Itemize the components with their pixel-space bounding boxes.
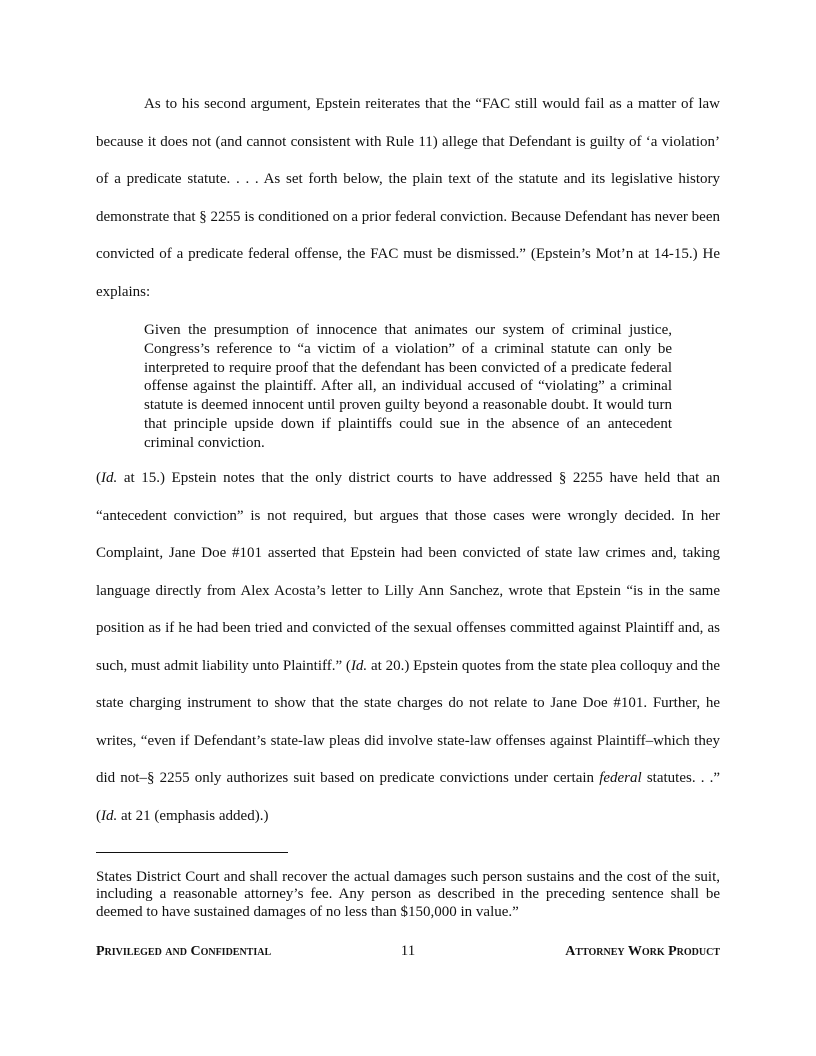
footer-work-product-label: Attorney Work Product: [565, 944, 720, 959]
paragraph-text: at 15.) Epstein notes that the only district courts to have addressed § 2255 have held that an “antecedent conviction” is not required, but argues that those cases were wrongly decided. In her Complaint, Jane Doe #101 asserted that Epstein had been convicted of state law crimes and, taking language directly from Alex Acosta’s letter to Lilly Ann Sanchez, wrote that Epstein “is in the same position as if he had been tried and convicted of the sexual offenses committed against Plaintiff and, as such, must admit liability unto Plaintiff.” (: [96, 470, 720, 674]
citation-id: Id.: [101, 807, 118, 824]
paragraph-text: at 20.) Epstein quotes from the state plea colloquy and the state charging instrument to show that the state charges do not relate to Jane Doe #101. Further, he writes, “even if Defendant’s state-law pleas did involve state-law offenses against Plaintiff–which they did not–§ 2255 only authorizes suit based on predicate convictions under certain: [96, 657, 721, 786]
paragraph-text: at 21 (emphasis added).): [117, 807, 269, 824]
footnote-text: States District Court and shall recover the actual damages such person sustains and the cost of the suit, including a reasonable attorney’s fee. Any person as described in the preceding sentence shall be deemed to have sustained damages of no less than $150,000 in value.”: [96, 869, 720, 920]
paragraph-text: statutes. . .” (: [96, 770, 720, 824]
page-number: 11: [400, 943, 416, 959]
body-paragraph-2: [96, 460, 720, 835]
citation-id: Id.: [350, 657, 368, 674]
page-footer: [96, 944, 720, 962]
footer-privileged-label: Privileged and Confidential: [96, 944, 272, 959]
footnote-divider: [96, 852, 288, 853]
citation-id: Id.: [101, 470, 118, 486]
emphasized-word: federal: [599, 770, 642, 786]
body-paragraph-1: As to his second argument, Epstein reiterates that the “FAC still would fail as a matter of law because it does not (and cannot consistent with Rule 11) allege that Defendant is guilty of ‘a violation’ of a predicate statute. . . . As set forth below, the plain text of the statute and its legislative history demonstrate that § 2255 is conditioned on a prior federal conviction. Because Defendant has never been convicted of a predicate federal offense, the FAC must be dismissed.” (Epstein’s Mot’n at 14-15.) He explains:: [96, 96, 720, 300]
paren-open: (: [96, 470, 101, 486]
block-quote: Given the presumption of innocence that animates our system of criminal justice, Congress’s reference to “a victim of a violation” of a criminal statute can only be interpreted to require proof that the defendant has been convicted of a predicate federal offense against the plaintiff. After all, an individual accused of “violating” a criminal statute is deemed innocent until proven guilty beyond a reasonable doubt. It would turn that principle upside down if plaintiffs could sue in the absence of an antecedent criminal conviction.: [144, 322, 672, 451]
